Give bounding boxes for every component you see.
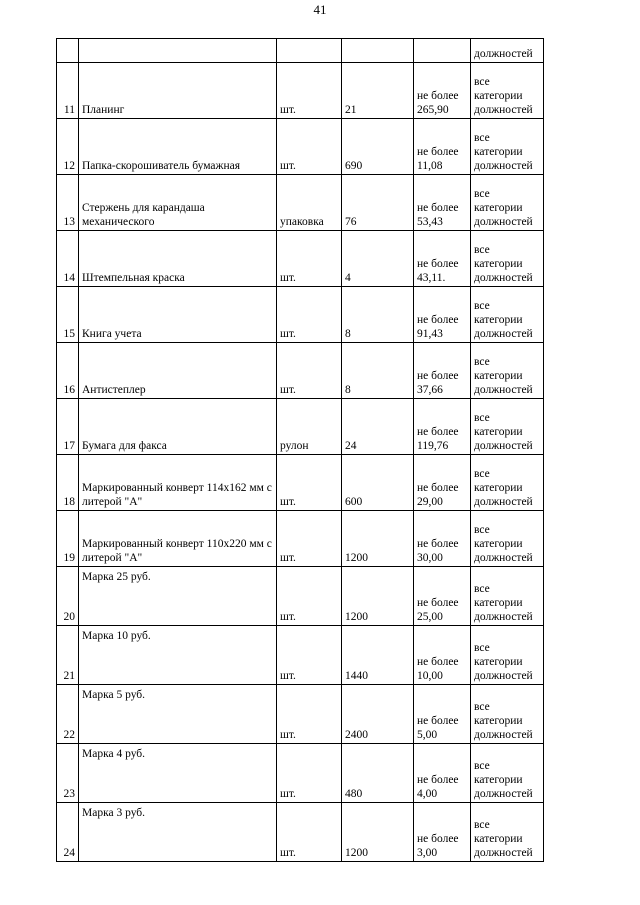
category-cell-line: все [474, 524, 490, 536]
category-cell [471, 626, 544, 685]
qty-cell: 2400 [342, 685, 414, 744]
qty-cell: 1440 [342, 626, 414, 685]
num-cell: 12 [57, 119, 79, 175]
num-cell: 14 [57, 231, 79, 287]
table-row [57, 744, 544, 803]
name-cell: Планинг [79, 63, 277, 119]
category-cell-line: категории [474, 774, 523, 786]
name-cell: Книга учета [79, 287, 277, 343]
num-cell: 20 [57, 567, 79, 626]
qty-cell: 4 [342, 231, 414, 287]
qty-cell: 1200 [342, 803, 414, 862]
category-cell-line: категории [474, 314, 523, 326]
unit-cell: шт. [277, 231, 342, 287]
unit-cell [277, 39, 342, 63]
table-row [57, 63, 544, 119]
category-cell-line: все [474, 132, 490, 144]
category-cell [471, 511, 544, 567]
price-cell [414, 511, 471, 567]
unit-cell: шт. [277, 567, 342, 626]
num-cell: 23 [57, 744, 79, 803]
price-cell [414, 287, 471, 343]
name-cell: Папка-скорошиватель бумажная [79, 119, 277, 175]
category-cell-line: все [474, 701, 490, 713]
table-row [57, 455, 544, 511]
price-cell-line: не более [417, 538, 459, 550]
name-cell: Марка 10 руб. [79, 626, 277, 685]
page-number: 41 [313, 2, 327, 17]
price-cell-line: 4,00 [417, 788, 438, 800]
price-cell [414, 399, 471, 455]
category-cell-line: должностей [474, 216, 533, 228]
category-cell [471, 175, 544, 231]
name-cell: Антистеплер [79, 343, 277, 399]
price-cell-line: не более [417, 597, 459, 609]
unit-cell: шт. [277, 685, 342, 744]
unit-cell: шт. [277, 63, 342, 119]
price-cell-line: не более [417, 146, 459, 158]
price-cell [414, 626, 471, 685]
name-cell: Марка 25 руб. [79, 567, 277, 626]
category-cell [471, 119, 544, 175]
category-cell-line: должностей [474, 847, 533, 859]
num-cell: 22 [57, 685, 79, 744]
name-cell: Стержень для карандаша механического [79, 175, 277, 231]
unit-cell: шт. [277, 511, 342, 567]
category-cell-line: должностей [474, 552, 533, 564]
price-cell-line: 91,43 [417, 328, 443, 340]
qty-cell: 24 [342, 399, 414, 455]
category-cell [471, 399, 544, 455]
table-row [57, 399, 544, 455]
unit-cell: упаковка [277, 175, 342, 231]
category-cell-line: категории [474, 202, 523, 214]
table-row [57, 567, 544, 626]
qty-cell: 690 [342, 119, 414, 175]
category-cell-line: должностей [474, 729, 533, 741]
price-cell-line: 10,00 [417, 670, 443, 682]
category-cell-line: все [474, 642, 490, 654]
price-cell-line: 53,43 [417, 216, 443, 228]
category-cell [471, 231, 544, 287]
category-cell-line: все [474, 76, 490, 88]
price-cell-line: не более [417, 715, 459, 727]
table-row [57, 231, 544, 287]
price-cell-line: не более [417, 258, 459, 270]
num-cell: 13 [57, 175, 79, 231]
name-cell: Маркированный конверт 110х220 мм с литерой "А" [79, 511, 277, 567]
category-cell-line: категории [474, 538, 523, 550]
category-cell-line: категории [474, 656, 523, 668]
category-cell [471, 287, 544, 343]
table-row [57, 803, 544, 862]
name-cell: Марка 3 руб. [79, 803, 277, 862]
price-cell [414, 455, 471, 511]
name-cell: Марка 4 руб. [79, 744, 277, 803]
name-cell: Маркированный конверт 114х162 мм с литерой "А" [79, 455, 277, 511]
category-cell-line: категории [474, 597, 523, 609]
category-cell-line: все [474, 583, 490, 595]
category-cell-line: категории [474, 258, 523, 270]
table-row [57, 511, 544, 567]
supplies-table [56, 38, 544, 862]
num-cell: 24 [57, 803, 79, 862]
category-cell-line: должностей [474, 788, 533, 800]
qty-cell: 8 [342, 287, 414, 343]
table-row [57, 685, 544, 744]
category-cell-line: категории [474, 426, 523, 438]
unit-cell: шт. [277, 343, 342, 399]
category-cell-line: все [474, 188, 490, 200]
name-cell: Бумага для факса [79, 399, 277, 455]
price-cell [414, 39, 471, 63]
price-cell-line: не более [417, 90, 459, 102]
qty-cell: 600 [342, 455, 414, 511]
price-cell-line: 11,08 [417, 160, 443, 172]
name-cell [79, 39, 277, 63]
num-cell: 16 [57, 343, 79, 399]
category-cell [471, 63, 544, 119]
price-cell-line: 29,00 [417, 496, 443, 508]
category-cell-line: все [474, 412, 490, 424]
price-cell-line: не более [417, 774, 459, 786]
price-cell-line: не более [417, 482, 459, 494]
price-cell [414, 567, 471, 626]
price-cell-line: не более [417, 656, 459, 668]
table-body [57, 39, 544, 862]
category-cell [471, 744, 544, 803]
price-cell-line: 5,00 [417, 729, 438, 741]
category-cell-line: должностей [474, 328, 533, 340]
category-cell [471, 567, 544, 626]
category-cell-line: должностей [474, 384, 533, 396]
num-cell: 15 [57, 287, 79, 343]
unit-cell: шт. [277, 626, 342, 685]
table-row [57, 287, 544, 343]
num-cell: 17 [57, 399, 79, 455]
category-cell-line: должностей [474, 440, 533, 452]
qty-cell: 76 [342, 175, 414, 231]
category-cell-line: категории [474, 146, 523, 158]
table-row [57, 626, 544, 685]
category-cell [471, 343, 544, 399]
price-cell-line: 43,11. [417, 272, 446, 284]
qty-cell [342, 39, 414, 63]
num-cell: 11 [57, 63, 79, 119]
category-cell [471, 455, 544, 511]
qty-cell: 21 [342, 63, 414, 119]
price-cell [414, 343, 471, 399]
category-cell-line: должностей [474, 496, 533, 508]
price-cell-line: не более [417, 833, 459, 845]
price-cell [414, 63, 471, 119]
price-cell [414, 685, 471, 744]
category-cell-line: категории [474, 715, 523, 727]
category-cell-line: все [474, 300, 490, 312]
unit-cell: шт. [277, 119, 342, 175]
category-cell-line: должностей [474, 104, 533, 116]
price-cell-line: 25,00 [417, 611, 443, 623]
category-cell-line: все [474, 356, 490, 368]
price-cell [414, 803, 471, 862]
category-cell-line: должностей [474, 272, 533, 284]
unit-cell: рулон [277, 399, 342, 455]
num-cell [57, 39, 79, 63]
category-cell [471, 685, 544, 744]
table-row [57, 175, 544, 231]
price-cell-line: 119,76 [417, 440, 449, 452]
category-cell-line: все [474, 244, 490, 256]
category-cell-line: должностей [474, 611, 533, 623]
price-cell-line: 3,00 [417, 847, 438, 859]
category-cell-line: должностей [474, 670, 533, 682]
num-cell: 21 [57, 626, 79, 685]
category-cell-line: все [474, 819, 490, 831]
price-cell-line: 37,66 [417, 384, 443, 396]
qty-cell: 480 [342, 744, 414, 803]
price-cell-line: не более [417, 202, 459, 214]
price-cell-line: не более [417, 370, 459, 382]
qty-cell: 1200 [342, 511, 414, 567]
category-cell-line: категории [474, 833, 523, 845]
unit-cell: шт. [277, 455, 342, 511]
category-cell-line: все [474, 468, 490, 480]
price-cell [414, 175, 471, 231]
category-cell-line: все [474, 760, 490, 772]
price-cell-line: не более [417, 314, 459, 326]
table-row [57, 343, 544, 399]
category-cell-line: категории [474, 90, 523, 102]
table-row [57, 119, 544, 175]
category-cell-line: должностей [474, 160, 533, 172]
category-cell-line: категории [474, 482, 523, 494]
category-cell [471, 803, 544, 862]
num-cell: 19 [57, 511, 79, 567]
unit-cell: шт. [277, 744, 342, 803]
price-cell [414, 744, 471, 803]
unit-cell: шт. [277, 287, 342, 343]
qty-cell: 8 [342, 343, 414, 399]
category-cell: должностей [471, 39, 544, 63]
qty-cell: 1200 [342, 567, 414, 626]
price-cell-line: не более [417, 426, 459, 438]
unit-cell: шт. [277, 803, 342, 862]
price-cell [414, 231, 471, 287]
num-cell: 18 [57, 455, 79, 511]
price-cell-line: 265,90 [417, 104, 449, 116]
category-cell-line: категории [474, 370, 523, 382]
price-cell-line: 30,00 [417, 552, 443, 564]
price-cell [414, 119, 471, 175]
name-cell: Марка 5 руб. [79, 685, 277, 744]
name-cell: Штемпельная краска [79, 231, 277, 287]
table-row-continued [57, 39, 544, 63]
